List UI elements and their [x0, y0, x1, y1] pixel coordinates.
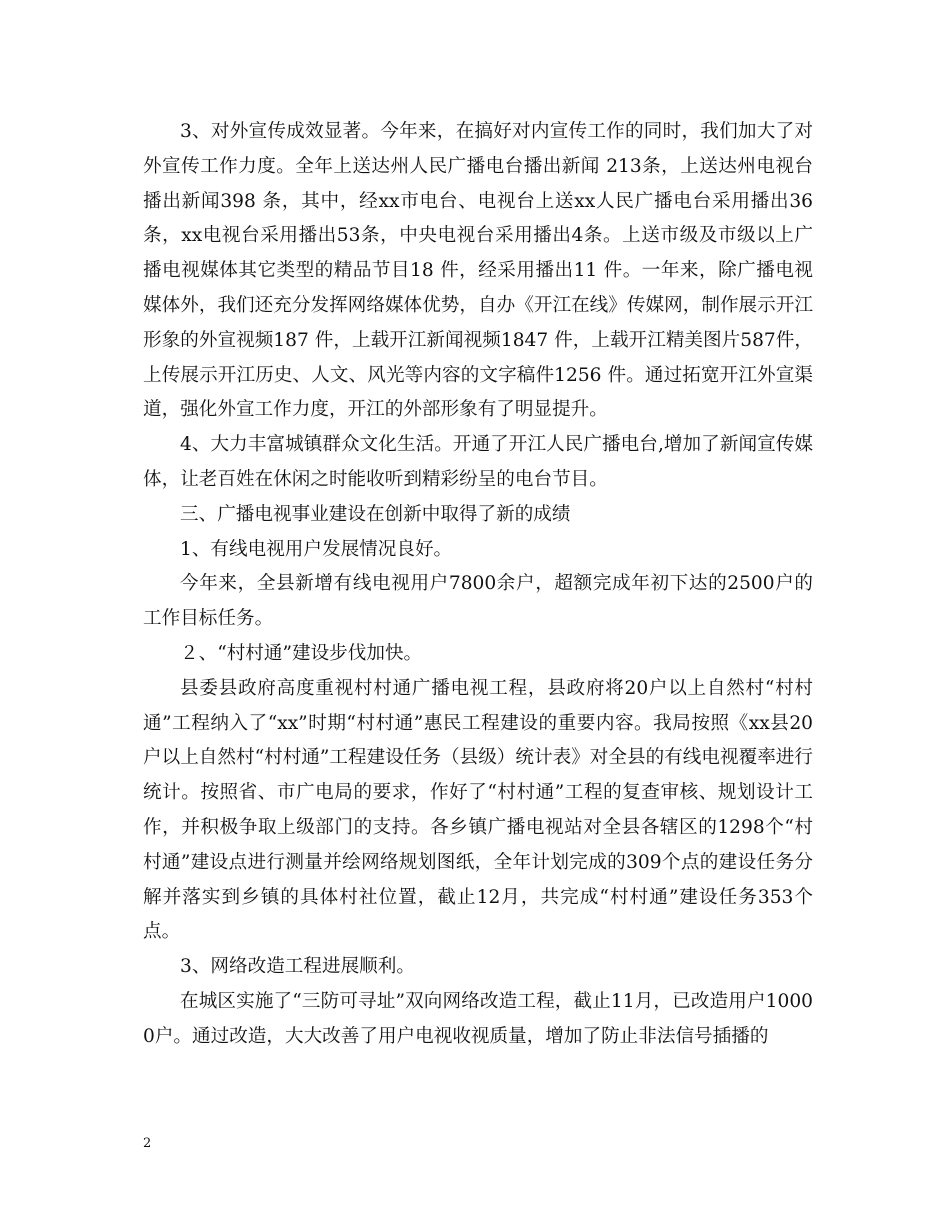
subheading-cable-users: 1、有线电视用户发展情况良好。: [180, 538, 453, 560]
document-body: [143, 115, 813, 1055]
section-heading-broadcast-construction: 三、广播电视事业建设在创新中取得了新的成绩: [180, 503, 571, 525]
paragraph-cultural-life: 4、大力丰富城镇群众文化生活。开通了开江人民广播电台,增加了新闻宣传媒体，让老百姓在休闲之时能收听到精彩纷呈的电台节目。: [143, 434, 813, 490]
subheading-network-upgrade: 3、网络改造工程进展顺利。: [180, 956, 415, 978]
subheading-village-coverage: ２、“村村通”建设步伐加快。: [180, 642, 423, 664]
paragraph-external-publicity: 3、对外宣传成效显著。今年来，在搞好对内宣传工作的同时，我们加大了对外宣传工作力度。全年上送达州人民广播电台播出新闻 213条，上送达州电视台播出新闻398 条，其中，经xx市电台、电视台上送xx人民广播电台采用播出36条，xx电视台采用播出53条，中央电视台采用播出4条。上送市级及市级以上广播电视媒体其它类型的精品节目18 件，经采用播出11 件。一年来，除广播电视媒体外，我们还充分发挥网络媒体优势，自办《开江在线》传媒网，制作展示开江形象的外宣视频187 件，上载开江新闻视频1847 件，上载开江精美图片587件，上传展示开江历史、人文、风光等内容的文字稿件1256 件。通过拓宽开江外宣渠道，强化外宣工作力度，开江的外部形象有了明显提升。: [143, 121, 813, 421]
paragraph-network-upgrade: 在城区实施了“三防可寻址”双向网络改造工程，截止11月，已改造用户10000户。通过改造，大大改善了用户电视收视质量，增加了防止非法信号插播的: [143, 990, 813, 1047]
paragraph-village-coverage: 县委县政府高度重视村村通广播电视工程，县政府将20户以上自然村“村村通”工程纳入了“xx”时期“村村通”惠民工程建设的重要内容。我局按照《xx县20户以上自然村“村村通”工程建设任务（县级）统计表》对全县的有线电视覆率进行统计。按照省、市广电局的要求，作好了“村村通”工程的复查审核、规划设计工作，并积极争取上级部门的支持。各乡镇广播电视站对全县各辖区的1298个“村村通”建设点进行测量并绘网络规划图纸，全年计划完成的309个点的建设任务分解并落实到乡镇的具体村社位置，截止12月，共完成“村村通”建设任务353个点。: [143, 677, 813, 943]
paragraph-cable-users: 今年来，全县新增有线电视用户7800余户，超额完成年初下达的2500户的工作目标任务。: [143, 573, 813, 630]
page-number: 2: [143, 1136, 152, 1151]
